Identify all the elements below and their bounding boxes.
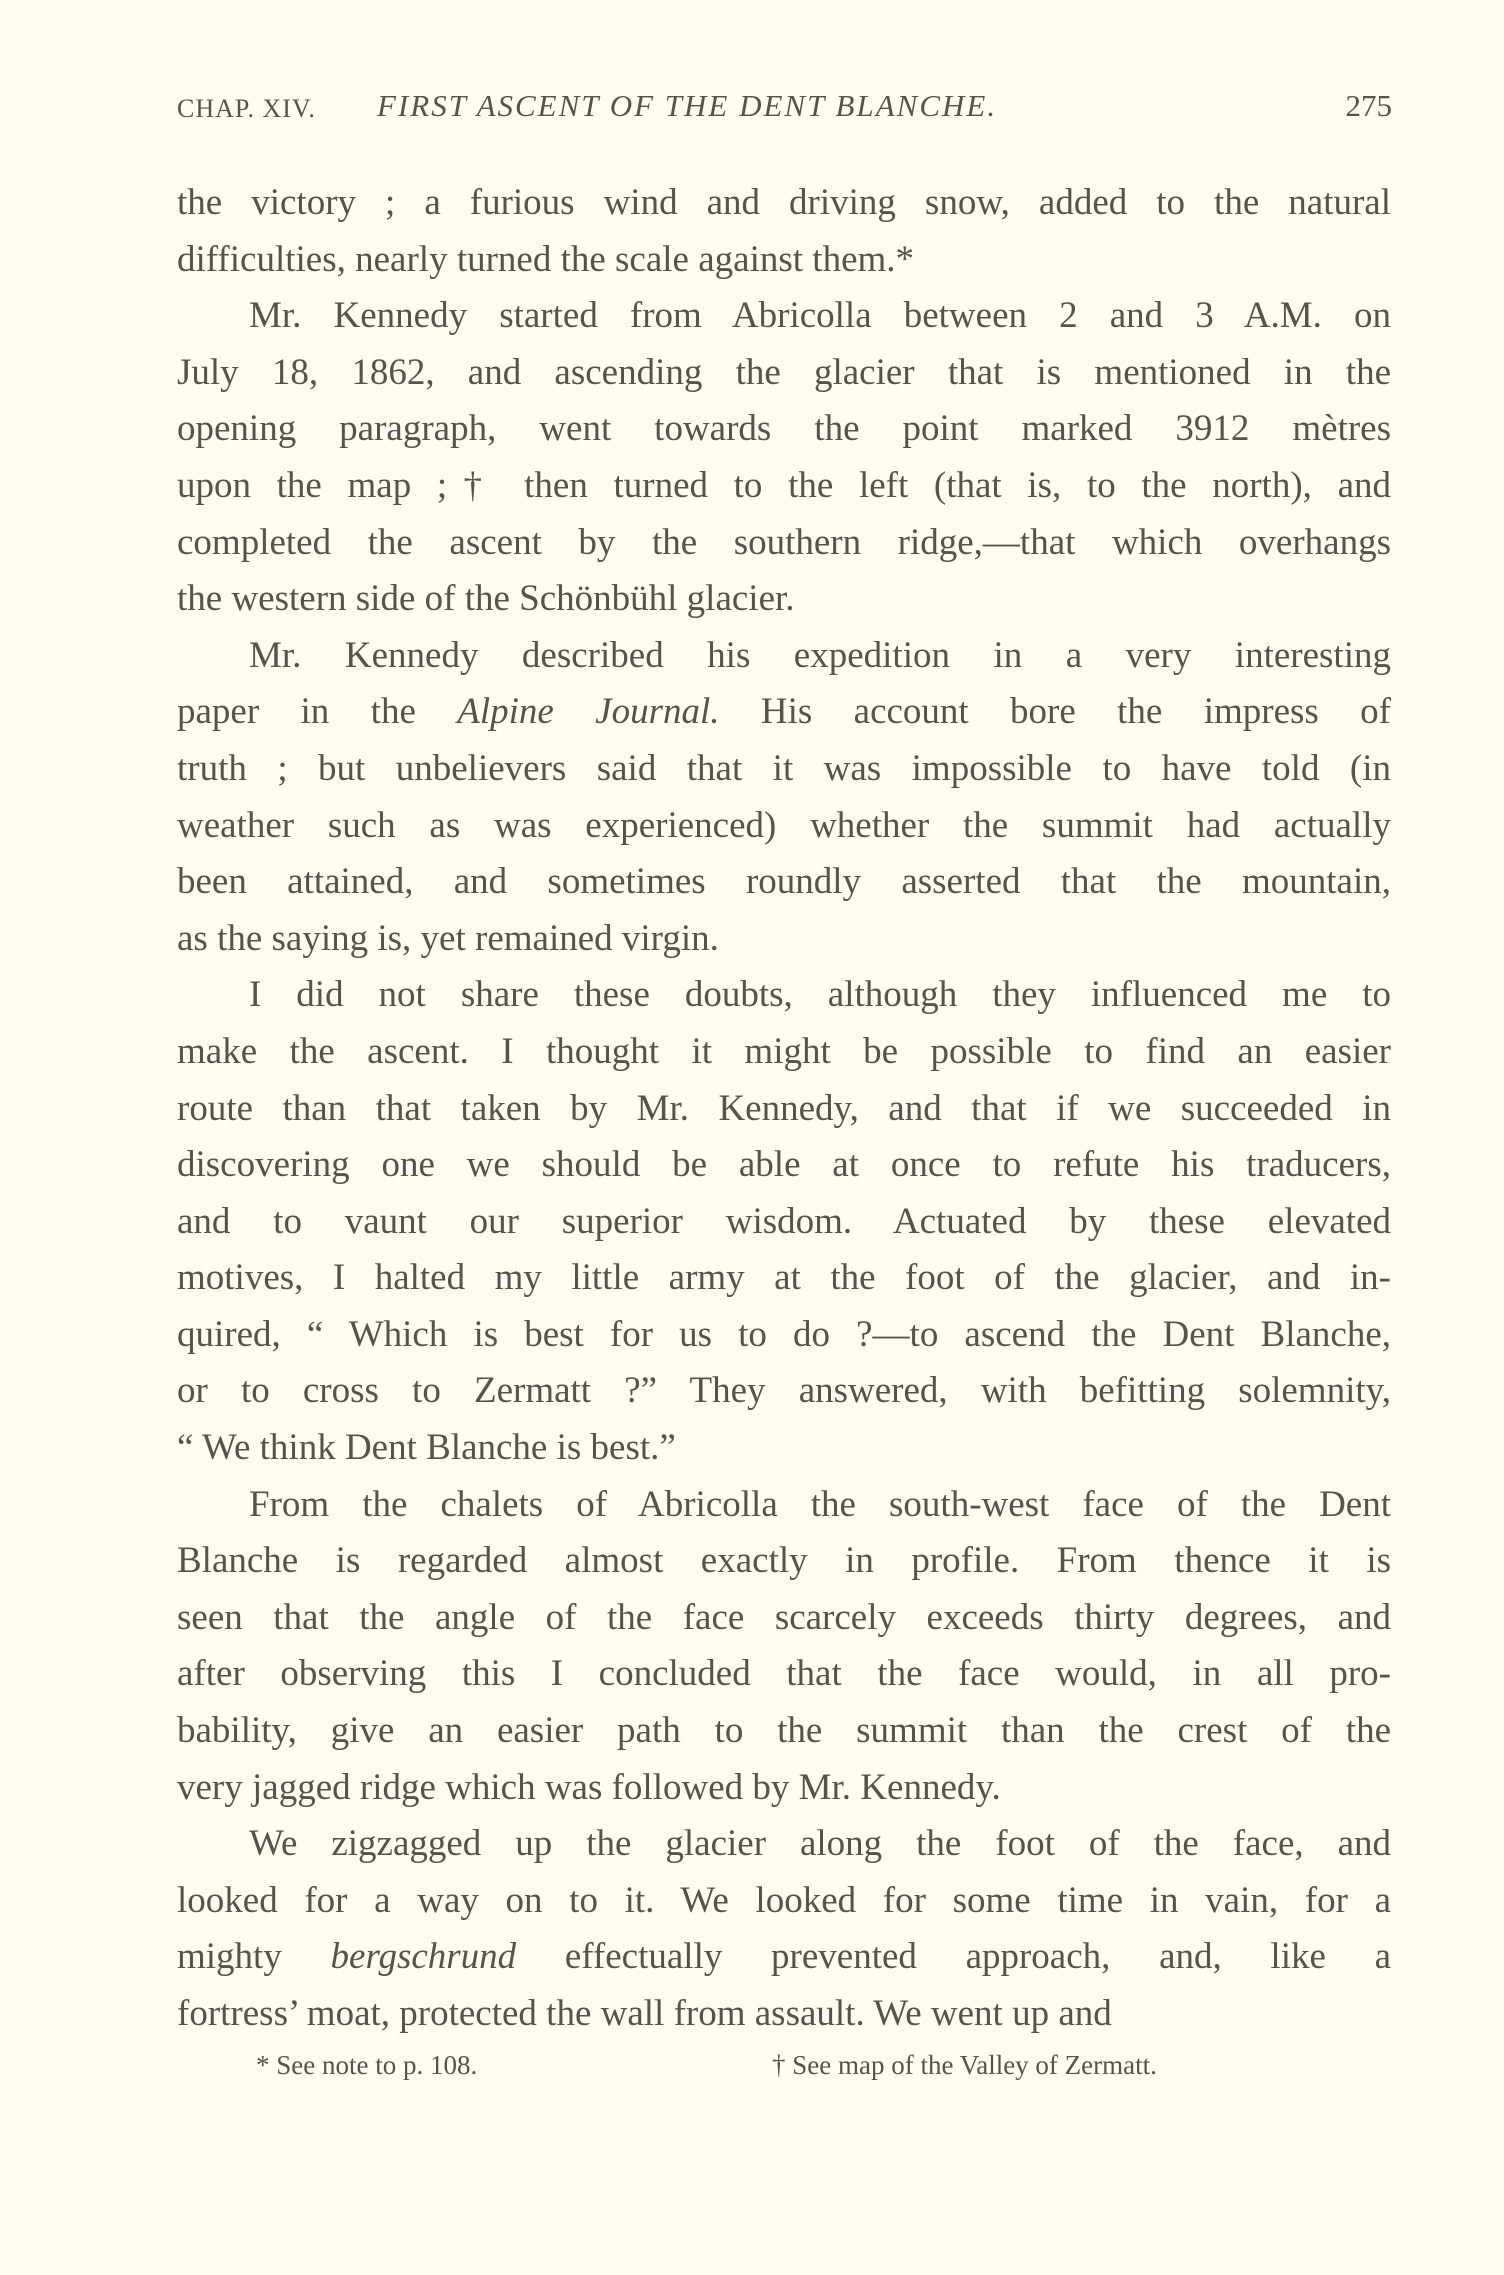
text-line: truth ; but unbelievers said that it was impossible to have told (in [177, 747, 1391, 789]
text-line: From the chalets of Abricolla the south-west face of the Dent [249, 1483, 1391, 1525]
text-line: quired, “ Which is best for us to do ?—to ascend the Dent Blanche, [177, 1313, 1391, 1355]
text-line: opening paragraph, went towards the point marked 3912 mètres [177, 408, 1391, 450]
body-text [177, 175, 1391, 2043]
text-line: I did not share these doubts, although they influenced me to [249, 974, 1391, 1016]
text-line: motives, I halted my little army at the foot of the glacier, and in- [177, 1257, 1391, 1299]
footnote-dagger: † See map of the Valley of Zermatt. [772, 2050, 1157, 2080]
text-line [177, 684, 1391, 741]
chapter-label: CHAP. XIV. [177, 94, 316, 123]
text-line: Mr. Kennedy started from Abricolla between 2 and 3 A.M. on [249, 295, 1391, 337]
text-segment: effectually prevented approach, and, like a [516, 1936, 1391, 1978]
text-line: Blanche is regarded almost exactly in profile. From thence it is [177, 1540, 1391, 1582]
text-line: difficulties, nearly turned the scale against them.* [177, 238, 915, 280]
text-line: upon the map ;† then turned to the left (that is, to the north), and [177, 464, 1391, 506]
text-line: after observing this I concluded that the face would, in all pro- [177, 1653, 1391, 1695]
text-line: very jagged ridge which was followed by Mr. Kennedy. [177, 1766, 1001, 1808]
italic-text: Alpine Journal. [457, 691, 720, 733]
running-title: FIRST ASCENT OF THE DENT BLANCHE. [377, 88, 998, 123]
running-header [177, 88, 1392, 138]
text-segment: His account bore the impress of [719, 691, 1391, 733]
text-line: seen that the angle of the face scarcely exceeds thirty degrees, and [177, 1596, 1391, 1638]
text-line: been attained, and sometimes roundly asserted that the mountain, [177, 861, 1391, 903]
text-segment: paper in the [177, 691, 458, 733]
text-line: weather such as was experienced) whether the summit had actually [177, 804, 1391, 846]
text-line: We zigzagged up the glacier along the foot of the face, and [249, 1823, 1391, 1865]
text-line: looked for a way on to it. We looked for some time in vain, for a [177, 1879, 1391, 1921]
text-line: July 18, 1862, and ascending the glacier that is mentioned in the [177, 351, 1391, 393]
page-number: 275 [1345, 88, 1392, 123]
text-line: as the saying is, yet remained virgin. [177, 917, 719, 959]
text-line [177, 1929, 1391, 1986]
text-line: and to vaunt our superior wisdom. Actuated by these elevated [177, 1200, 1391, 1242]
text-line: the western side of the Schönbühl glacier. [177, 578, 795, 620]
text-line: route than that taken by Mr. Kennedy, and that if we succeeded in [177, 1087, 1391, 1129]
text-line: make the ascent. I thought it might be possible to find an easier [177, 1030, 1391, 1072]
text-segment: mighty [177, 1936, 331, 1978]
footnote-asterisk: * See note to p. 108. [256, 2050, 478, 2080]
text-line: or to cross to Zermatt ?” They answered, with befitting solemnity, [177, 1370, 1391, 1412]
text-line: completed the ascent by the southern ridge,—that which overhangs [177, 521, 1391, 563]
text-line: bability, give an easier path to the summit than the crest of the [177, 1710, 1391, 1752]
text-line: Mr. Kennedy described his expedition in a very interesting [249, 634, 1391, 676]
text-line: the victory ; a furious wind and driving snow, added to the natural [177, 182, 1391, 223]
italic-text: bergschrund [330, 1936, 517, 1978]
text-line: fortress’ moat, protected the wall from assault. We went up and [177, 1993, 1112, 2034]
text-line: discovering one we should be able at once to refute his traducers, [177, 1144, 1391, 1186]
text-line: “ We think Dent Blanche is best.” [177, 1427, 676, 1469]
